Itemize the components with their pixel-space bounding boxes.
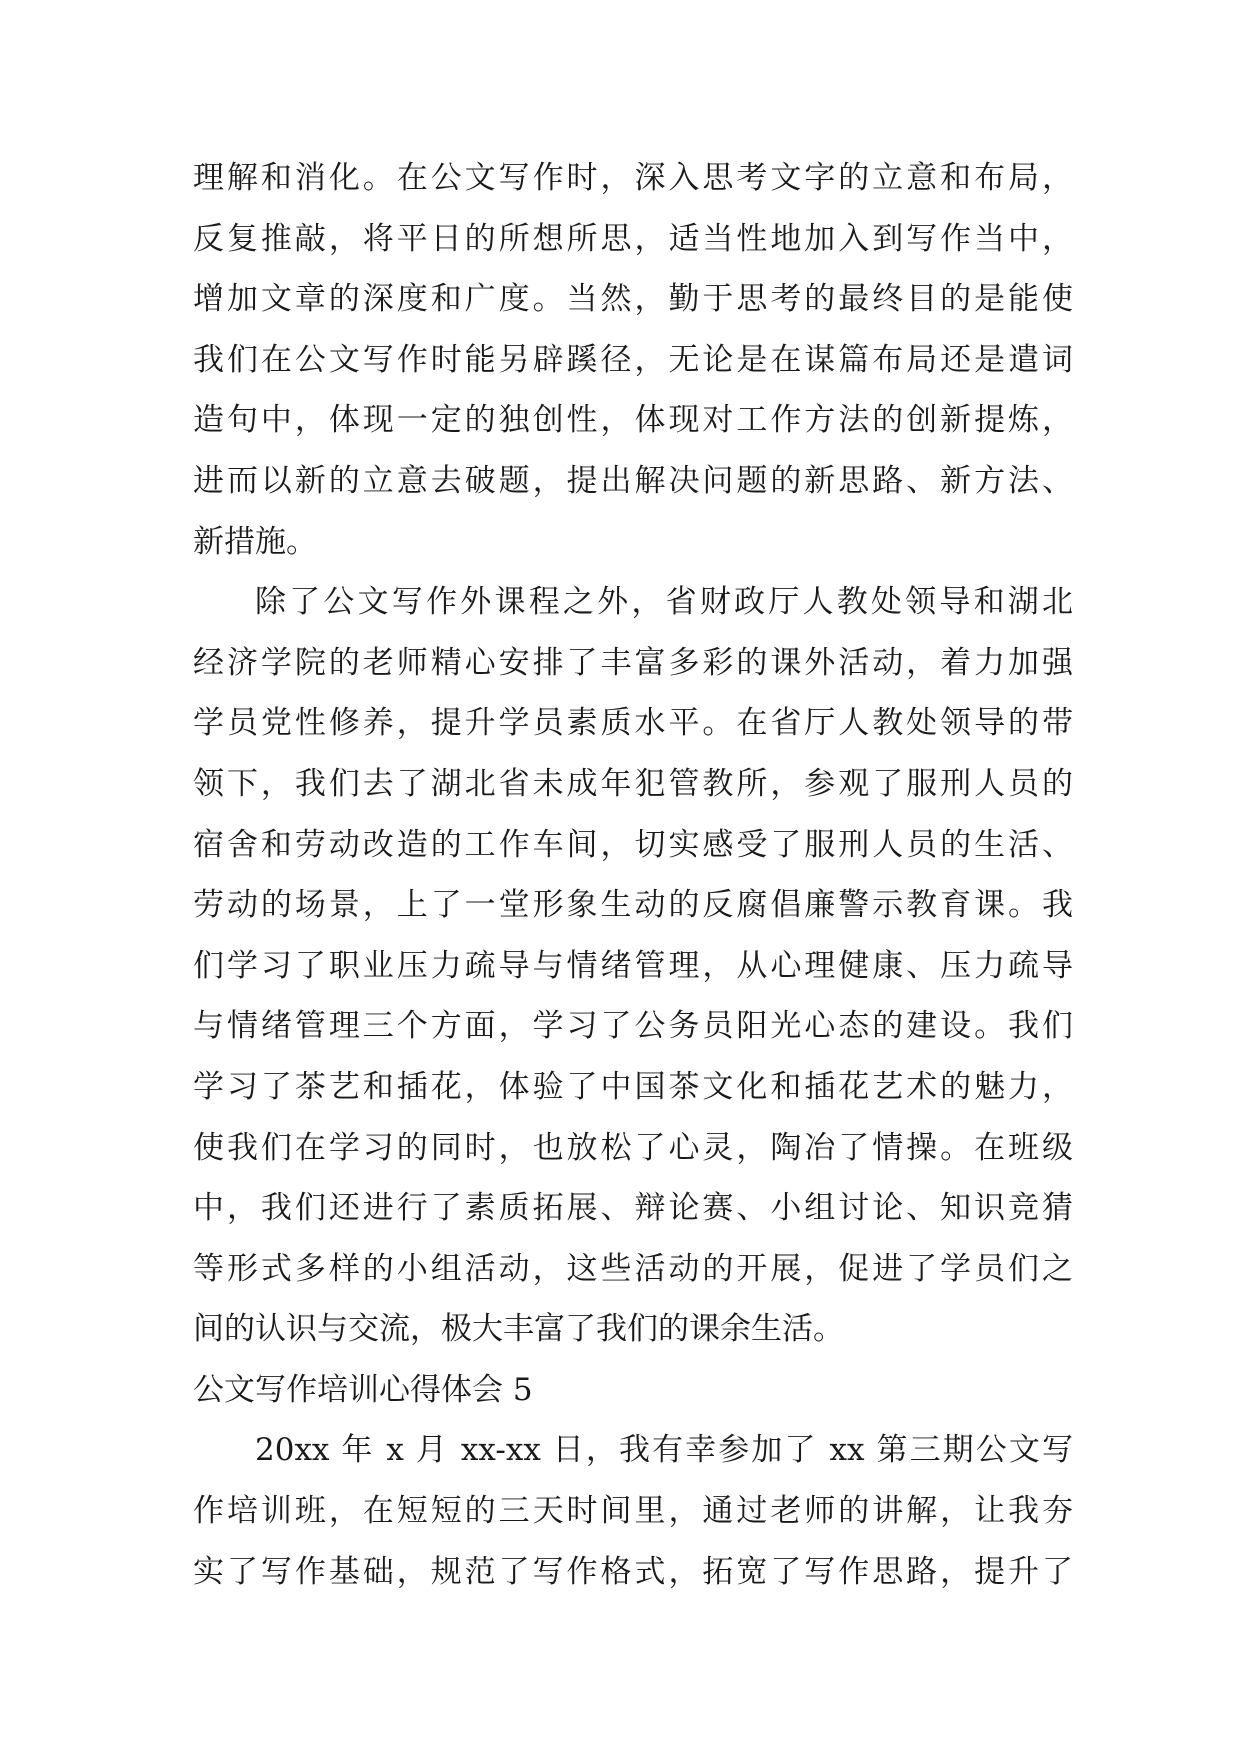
text-line: 劳动的场景，上了一堂形象生动的反腐倡廉警示教育课。我 — [193, 887, 1073, 924]
text-line: 作培训班，在短短的三天时间里，通过老师的讲解，让我夯 — [193, 1493, 1073, 1530]
text-line: 增加文章的深度和广度。当然，勤于思考的最终目的是能使 — [193, 281, 1073, 318]
text-line: 经济学院的老师精心安排了丰富多彩的课外活动，着力加强 — [193, 644, 1073, 681]
text-line: 与情绪管理三个方面，学习了公务员阳光心态的建设。我们 — [193, 1008, 1073, 1045]
text-line: 反复推敲，将平日的所想所思，适当性地加入到写作当中， — [193, 220, 1073, 257]
text-line: 新措施。 — [193, 523, 317, 560]
text-line: 除了公文写作外课程之外，省财政厅人教处领导和湖北 — [255, 584, 1073, 621]
document-body — [193, 148, 1073, 1602]
text-line: 使我们在学习的同时，也放松了心灵，陶冶了情操。在班级 — [193, 1129, 1073, 1166]
section-heading: 公文写作培训心得体会 5 — [193, 1371, 533, 1408]
paragraph-2 — [193, 572, 1073, 1360]
text-line: 进而以新的立意去破题，提出解决问题的新思路、新方法、 — [193, 462, 1073, 499]
text-line: 理解和消化。在公文写作时，深入思考文字的立意和布局， — [193, 160, 1073, 196]
text-line: 学员党性修养，提升学员素质水平。在省厅人教处领导的带 — [193, 705, 1073, 742]
text-line: 实了写作基础，规范了写作格式，拓宽了写作思路，提升了 — [193, 1553, 1073, 1590]
text-line: 等形式多样的小组活动，这些活动的开展，促进了学员们之 — [193, 1250, 1073, 1287]
paragraph-1 — [193, 148, 1073, 572]
text-line: 20xx 年 x 月 xx-xx 日，我有幸参加了 xx 第三期公文写 — [255, 1432, 1073, 1469]
text-line: 领下，我们去了湖北省未成年犯管教所，参观了服刑人员的 — [193, 765, 1073, 802]
text-line: 我们在公文写作时能另辟蹊径，无论是在谋篇布局还是遣词 — [193, 341, 1073, 378]
text-line: 学习了茶艺和插花，体验了中国茶文化和插花艺术的魅力， — [193, 1068, 1073, 1105]
text-line: 们学习了职业压力疏导与情绪管理，从心理健康、压力疏导 — [193, 947, 1073, 984]
text-line: 造句中，体现一定的独创性，体现对工作方法的创新提炼， — [193, 402, 1073, 439]
text-line: 间的认识与交流，极大丰富了我们的课余生活。 — [193, 1311, 844, 1348]
text-line: 中，我们还进行了素质拓展、辩论赛、小组讨论、知识竞猜 — [193, 1190, 1073, 1227]
paragraph-3 — [193, 1420, 1073, 1602]
text-line: 宿舍和劳动改造的工作车间，切实感受了服刑人员的生活、 — [193, 826, 1073, 863]
